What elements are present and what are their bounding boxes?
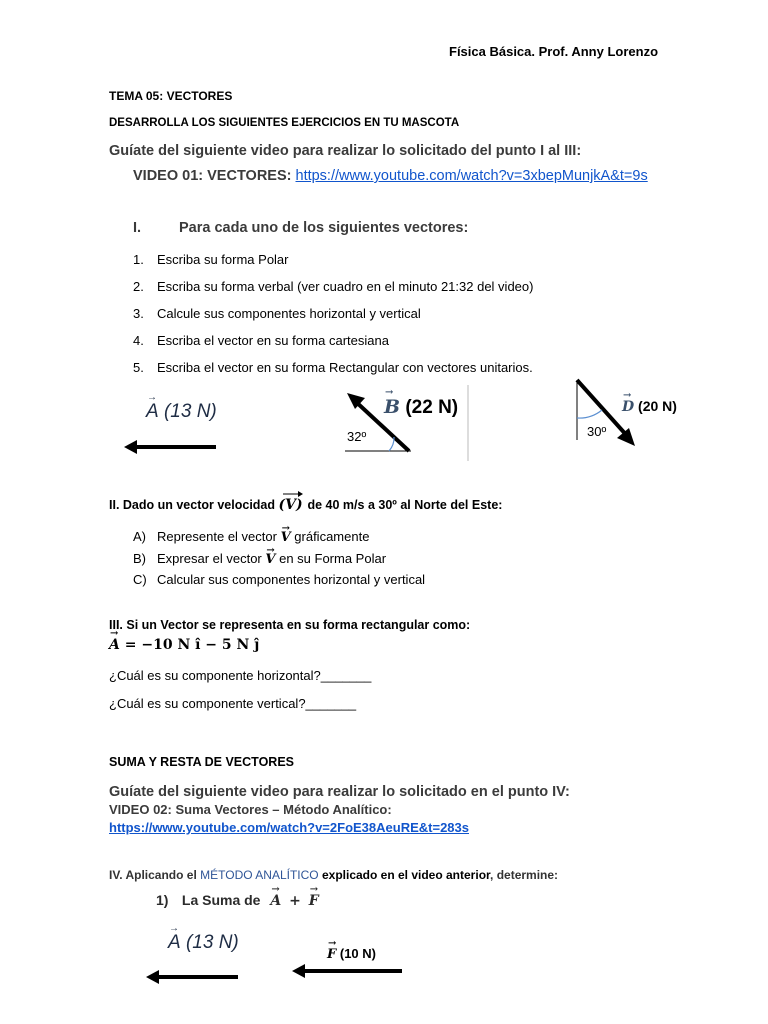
list-item: A) Represente el vector → V gráficamente (133, 527, 425, 549)
topic-title: TEMA 05: VECTORES (109, 89, 233, 103)
video2-label: VIDEO 02: Suma Vectores – Método Analítico: (109, 802, 392, 817)
vector-b-label: → B (22 N) (384, 396, 458, 419)
list-item: 3. Calcule sus componentes horizontal y vertical (133, 306, 421, 321)
section2-list (133, 527, 425, 591)
section2-title: II. Dado un vector velocidad (V) de 40 m/s a 30º al Norte del Este: (109, 497, 502, 513)
suma-title: SUMA Y RESTA DE VECTORES (109, 755, 294, 769)
video2-link[interactable]: https://www.youtube.com/watch?v=2FoE38AeuRE&t=283s (109, 820, 469, 835)
vector-b-angle: 32º (347, 429, 367, 444)
video1-label: VIDEO 01: VECTORES: (133, 168, 292, 184)
guide-text-2: Guíate del siguiente video para realizar lo solicitado en el punto IV: (109, 784, 570, 800)
guide-text-1: Guíate del siguiente video para realizar lo solicitado del punto I al III: (109, 143, 582, 159)
vector-d-angle: 30º (587, 424, 607, 439)
section3-title: III. Si un Vector se representa en su forma rectangular como: (109, 618, 471, 632)
instruction-text: DESARROLLA LOS SIGUIENTES EJERCICIOS EN TU MASCOTA (109, 117, 460, 129)
vector-d-figure (573, 378, 643, 453)
vector-f-arrow (292, 962, 404, 982)
course-header: Física Básica. Prof. Anny Lorenzo (449, 44, 659, 59)
video1-line (133, 168, 648, 184)
section4-item: 1) La Suma de → A + → F (156, 892, 319, 909)
velocity-symbol: (V) (279, 497, 308, 513)
vector-a-label: → A (13 N) (146, 401, 217, 423)
vector-a2-label: → A (13 N) (168, 932, 239, 954)
section3-q1: ¿Cuál es su componente horizontal?_______ (109, 668, 372, 683)
vector-f-label: → F (10 N) (327, 946, 376, 962)
section3-equation: → A = −10 N î − 5 N ĵ (109, 637, 259, 653)
section1-list (133, 246, 533, 381)
list-item: 4. Escriba el vector en su forma cartesiana (133, 333, 389, 348)
list-item: 2. Escriba su forma verbal (ver cuadro en el minuto 21:32 del video) (133, 279, 534, 294)
section4-title: IV. Aplicando el MÉTODO ANALÍTICO explicado en el video anterior, determine: (109, 868, 559, 882)
vector-d-label: → D (20 N) (622, 398, 677, 415)
vector-a2-arrow (146, 968, 246, 988)
section1-roman: I. (133, 220, 142, 236)
list-item: C) Calcular sus componentes horizontal y vertical (133, 572, 426, 587)
section1-title: Para cada uno de los siguientes vectores: (179, 220, 469, 236)
section3-q2: ¿Cuál es su componente vertical?_______ (109, 696, 357, 711)
section1-heading (133, 220, 468, 236)
list-item: 1. Escriba su forma Polar (133, 252, 289, 267)
vector-a-arrow (124, 438, 224, 458)
list-item: B) Expresar el vector → V en su Forma Polar (133, 549, 425, 571)
video1-link[interactable]: https://www.youtube.com/watch?v=3xbepMunjkA&t=9s (295, 168, 648, 184)
list-item: 5. Escriba el vector en su forma Rectangular con vectores unitarios. (133, 360, 533, 375)
